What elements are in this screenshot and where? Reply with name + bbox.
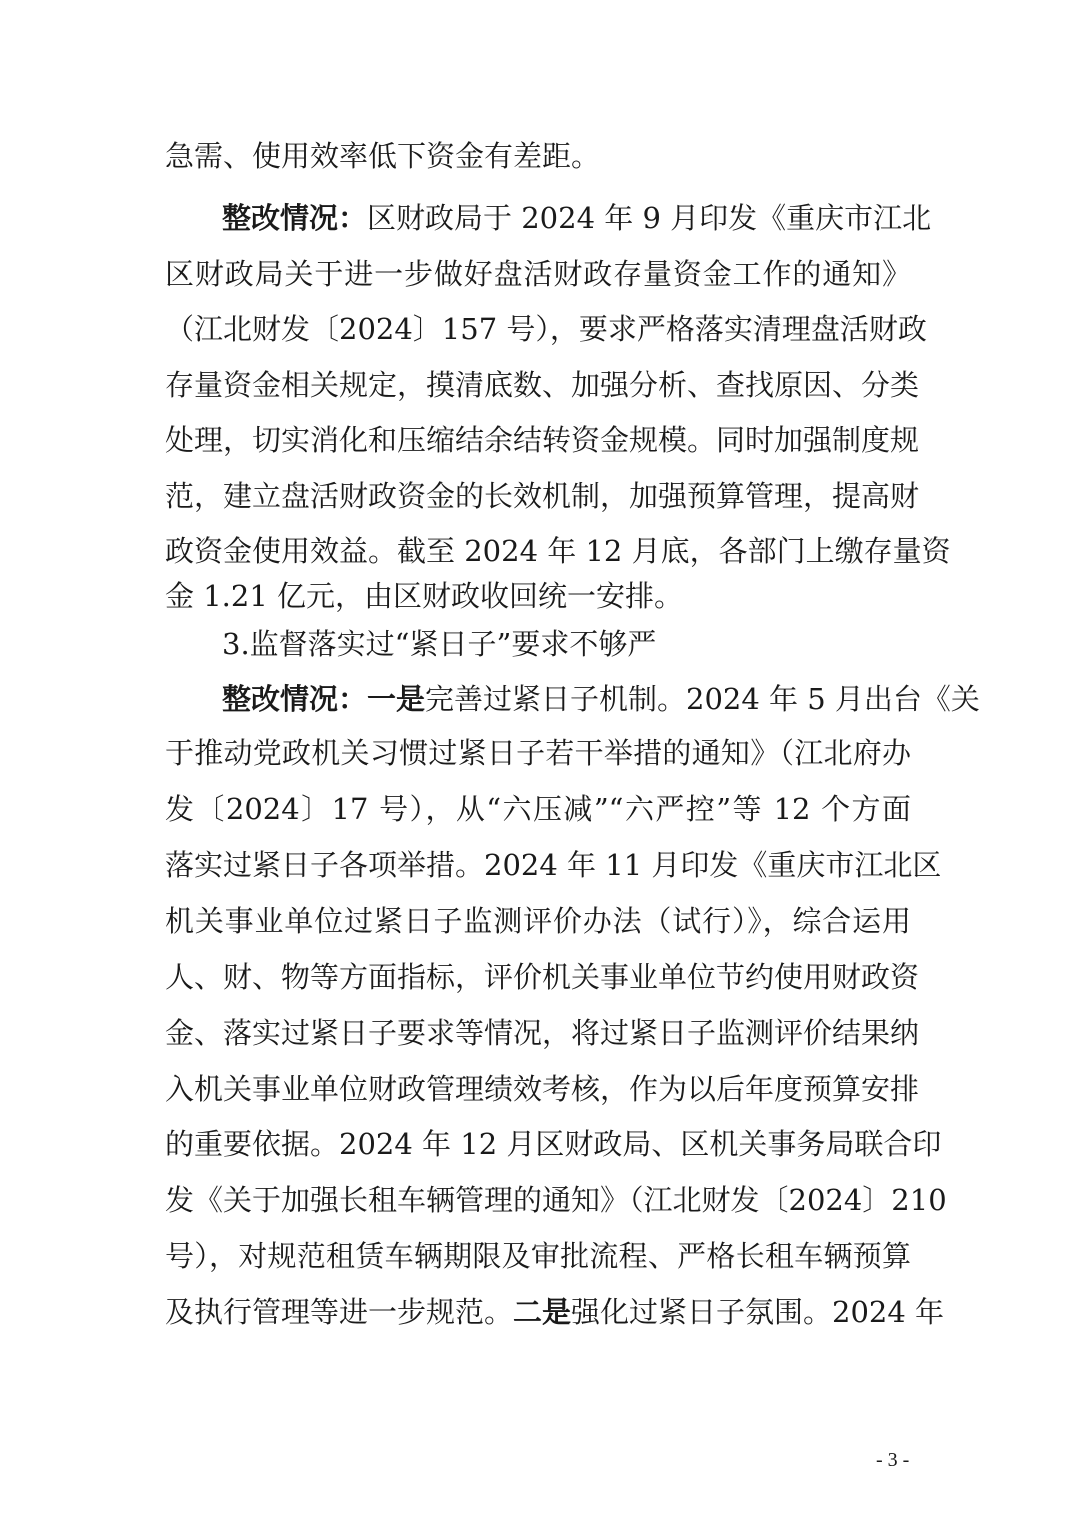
text-line-11: 整改情况：一是完善过紧日子机制。2024 年 5 月出台《关 (222, 682, 980, 716)
text-line-20: 发《关于加强长租车辆管理的通知》（江北财发〔2024〕210 (165, 1183, 947, 1217)
section-heading: 3.监督落实过“紧日子”要求不够严 (222, 627, 657, 661)
bold-lead: 整改情况：一是 (222, 682, 426, 716)
text-line-1: 急需、使用效率低下资金有差距。 (165, 139, 601, 173)
text-line-4: （江北财发〔2024〕157 号），要求严格落实清理盘活财政 (165, 312, 927, 346)
text-line-6: 处理，切实消化和压缩结余结转资金规模。同时加强制度规 (165, 423, 920, 457)
text-line-2: 整改情况：区财政局于 2024 年 9 月印发《重庆市江北 (222, 201, 932, 235)
text-line-9: 金 1.21 亿元，由区财政收回统一安排。 (165, 579, 684, 613)
text-line-21: 号），对规范租赁车辆期限及审批流程、严格长租车辆预算 (165, 1239, 911, 1273)
text-line-17: 金、落实过紧日子要求等情况，将过紧日子监测评价结果纳 (165, 1016, 920, 1050)
text-line-15: 机关事业单位过紧日子监测评价办法（试行）》，综合运用 (165, 904, 911, 938)
text-line-8: 政资金使用效益。截至 2024 年 12 月底，各部门上缴存量资 (165, 534, 951, 568)
page-number: - 3 - (876, 1449, 910, 1471)
text-line-3: 区财政局关于进一步做好盘活财政存量资金工作的通知》 (165, 257, 911, 291)
text-line-19: 的重要依据。2024 年 12 月区财政局、区机关事务局联合印 (165, 1127, 942, 1161)
text-line-16: 人、财、物等方面指标，评价机关事业单位节约使用财政资 (165, 960, 920, 994)
text-line-14: 落实过紧日子各项举措。2024 年 11 月印发《重庆市江北区 (165, 848, 942, 882)
bold-lead: 整改情况： (222, 201, 368, 235)
text-line-12: 于推动党政机关习惯过紧日子若干举措的通知》（江北府办 (165, 736, 911, 770)
bold-lead: 二是 (513, 1295, 572, 1329)
text-line-22: 及执行管理等进一步规范。二是强化过紧日子氛围。2024 年 (165, 1295, 945, 1329)
text-line-18: 入机关事业单位财政管理绩效考核，作为以后年度预算安排 (165, 1072, 920, 1106)
text-line-5: 存量资金相关规定，摸清底数、加强分析、查找原因、分类 (165, 368, 920, 402)
text-line-7: 范，建立盘活财政资金的长效机制，加强预算管理，提高财 (165, 479, 920, 513)
text-line-13: 发〔2024〕17 号），从“六压减”“六严控”等 12 个方面 (165, 792, 911, 826)
